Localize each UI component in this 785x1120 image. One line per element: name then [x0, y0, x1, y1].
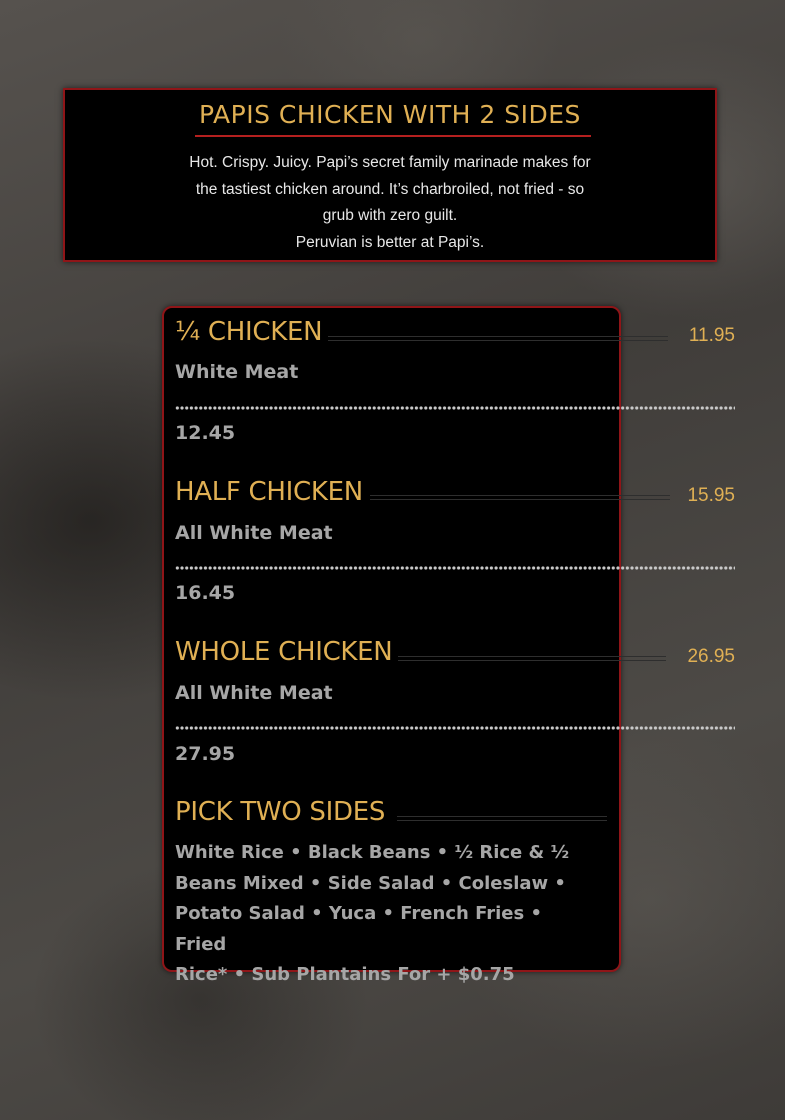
description-line: Peruvian is better at Papi’s. — [295, 233, 485, 251]
title-leader-line — [370, 495, 670, 500]
item-alt-price-half-chicken: 16.45 — [175, 582, 236, 604]
sides-list — [175, 838, 595, 991]
description-line: grub with zero guilt. — [322, 207, 458, 224]
title-leader-line — [328, 336, 668, 341]
item-price-half-chicken: 15.95 — [687, 485, 735, 506]
title-leader-line — [397, 816, 607, 821]
item-description-whole-chicken: All White Meat — [175, 682, 333, 704]
item-price-quarter-chicken: 11.95 — [688, 325, 735, 346]
item-title-whole-chicken: WHOLE CHICKEN — [175, 637, 393, 667]
sides-line: Potato Salad • Yuca • French Fries • Fried — [175, 903, 542, 955]
sides-line: Rice* • Sub Plantains For + $0.75 — [175, 964, 515, 985]
menu-header-box — [63, 88, 717, 262]
item-alt-price-whole-chicken: 27.95 — [175, 743, 236, 765]
item-alt-price-quarter-chicken: 12.45 — [175, 422, 236, 444]
item-title-quarter-chicken: ¼ CHICKEN — [175, 317, 323, 347]
dotted-divider — [175, 406, 735, 410]
sides-line: Beans Mixed • Side Salad • Coleslaw • — [175, 872, 566, 894]
title-underline — [195, 135, 591, 137]
item-price-whole-chicken: 26.95 — [687, 646, 735, 667]
dotted-divider — [175, 566, 735, 570]
section-description — [165, 150, 615, 256]
item-description-half-chicken: All White Meat — [175, 522, 333, 544]
description-line: Hot. Crispy. Juicy. Papi’s secret family marinade makes for — [189, 154, 591, 171]
sides-line: White Rice • Black Beans • ½ Rice & ½ — [175, 842, 570, 863]
description-line: the tastiest chicken around. It’s charbroiled, not fried - so — [195, 180, 585, 198]
menu-section-title: PAPIS CHICKEN WITH 2 SIDES — [199, 100, 581, 129]
title-leader-line — [398, 656, 666, 661]
dotted-divider — [175, 726, 735, 730]
item-title-half-chicken: HALF CHICKEN — [175, 477, 363, 507]
sides-title: PICK TWO SIDES — [175, 797, 386, 827]
item-description-quarter-chicken: White Meat — [175, 361, 299, 383]
